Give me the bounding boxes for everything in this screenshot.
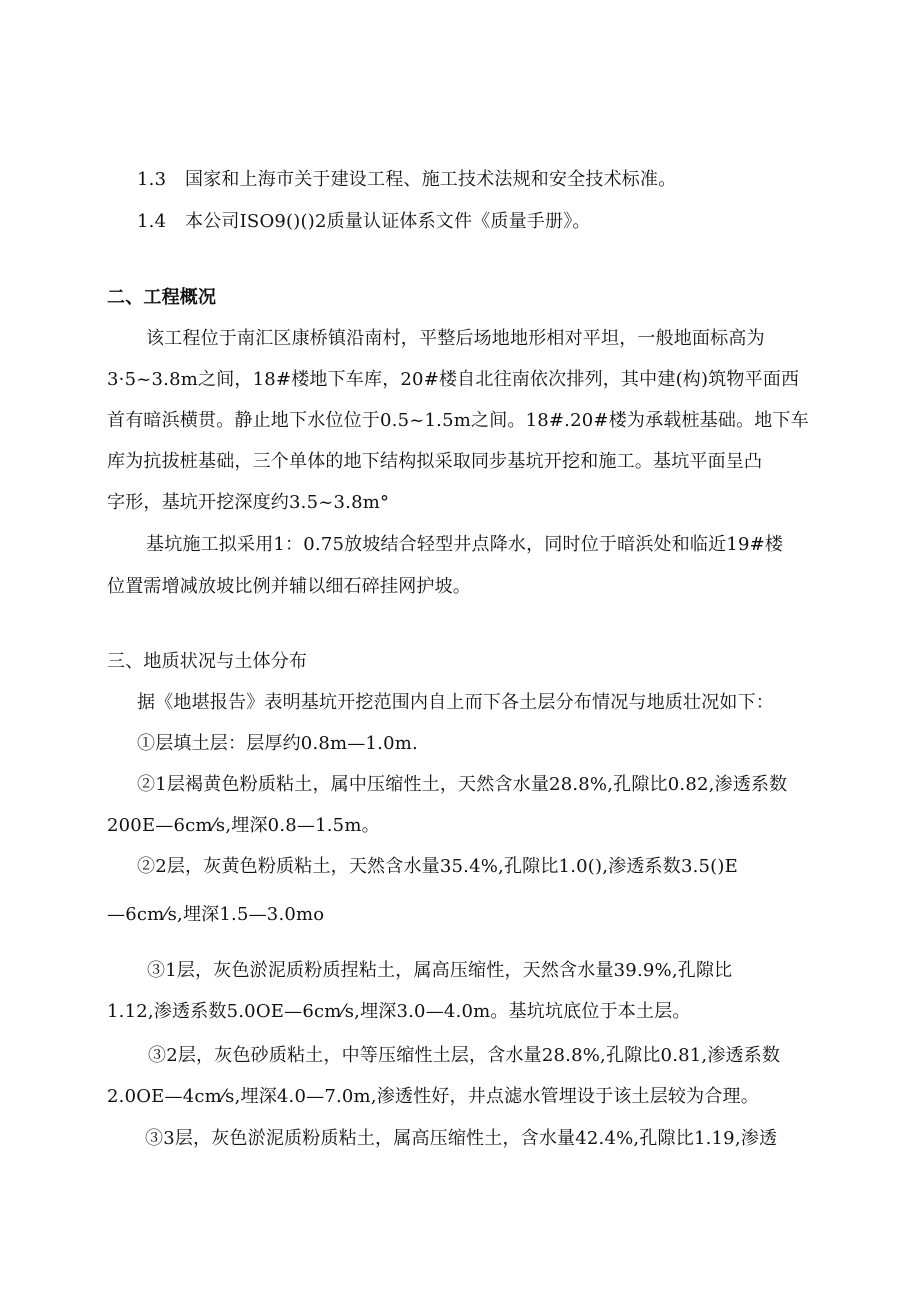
soil-layer-1: ①层填土层：层厚约0.8m—1.0m. <box>137 733 418 754</box>
paragraph-line: 库为抗拔桩基础，三个单体的地下结构拟采取同步基坑开挖和施工。基坑平面呈凸 <box>107 451 763 472</box>
paragraph-line: 该工程位于南汇区康桥镇沿南村，平整后场地地形相对平坦，一般地面标高为 <box>146 328 765 349</box>
paragraph-line: 1.12,渗透系数5.0OE—6cm⁄s,埋深3.0—4.0m。基坑坑底位于本土层。 <box>107 1001 691 1022</box>
paragraph-line: 首有暗浜横贯。静止地下水位位于0.5~1.5m之间。18#.20#楼为承载桩基础。地下车 <box>107 410 809 431</box>
paragraph-line: 基坑施工拟采用1：0.75放坡结合轻型井点降水，同时位于暗浜处和临近19#楼 <box>146 534 784 555</box>
reference-item-1-3 <box>137 169 676 191</box>
paragraph-line: 200E—6cm⁄s,埋深0.8—1.5m。 <box>107 815 380 836</box>
section-heading-project-overview: 二、工程概况 <box>107 287 217 308</box>
paragraph-line: 据《地堪报告》表明基坑开挖范围内自上而下各土层分布情况与地质壮况如下： <box>137 692 774 713</box>
paragraph-line: 3·5~3.8m之间，18#楼地下车库，20#楼自北往南依次排列，其中建(构)筑物平面西 <box>107 369 800 390</box>
soil-layer-2-1: ②1层褐黄色粉质粘土，属中压缩性土，天然含水量28.8%,孔隙比0.82,渗透系数 <box>137 774 788 795</box>
soil-layer-2-2: ②2层，灰黄色粉质粘土，天然含水量35.4%,孔隙比1.0(),渗透系数3.5()E <box>137 856 738 877</box>
reference-number: 1.4 <box>137 211 167 232</box>
soil-layer-3-1: ③1层，灰色淤泥质粉质捏粘土，属高压缩性，天然含水量39.9%,孔隙比 <box>147 960 733 981</box>
paragraph-line: 位置需增减放坡比例并辅以细石碎挂网护坡。 <box>107 576 471 597</box>
paragraph-line: 2.0OE—4cm⁄s,埋深4.0—7.0m,渗透性好，井点滤水管埋设于该土层较为合理。 <box>107 1086 759 1107</box>
section-heading-geology: 三、地质状况与土体分布 <box>107 651 308 672</box>
paragraph-line: 字形，基坑开挖深度约3.5~3.8m° <box>107 492 390 513</box>
soil-layer-3-3: ③3层，灰色淤泥质粉质粘土，属高压缩性土，含水量42.4%,孔隙比1.19,渗透 <box>145 1128 778 1149</box>
paragraph-line: —6cm⁄s,埋深1.5—3.0mo <box>107 904 325 925</box>
reference-text: 本公司ISO9()()2质量认证体系文件《质量手册》。 <box>185 211 591 232</box>
reference-text: 国家和上海市关于建设工程、施工技术法规和安全技术标准。 <box>185 169 677 190</box>
soil-layer-3-2: ③2层，灰色砂质粘土，中等压缩性土层，含水量28.8%,孔隙比0.81,渗透系数 <box>148 1045 781 1066</box>
reference-number: 1.3 <box>137 169 167 190</box>
reference-item-1-4 <box>137 211 591 233</box>
